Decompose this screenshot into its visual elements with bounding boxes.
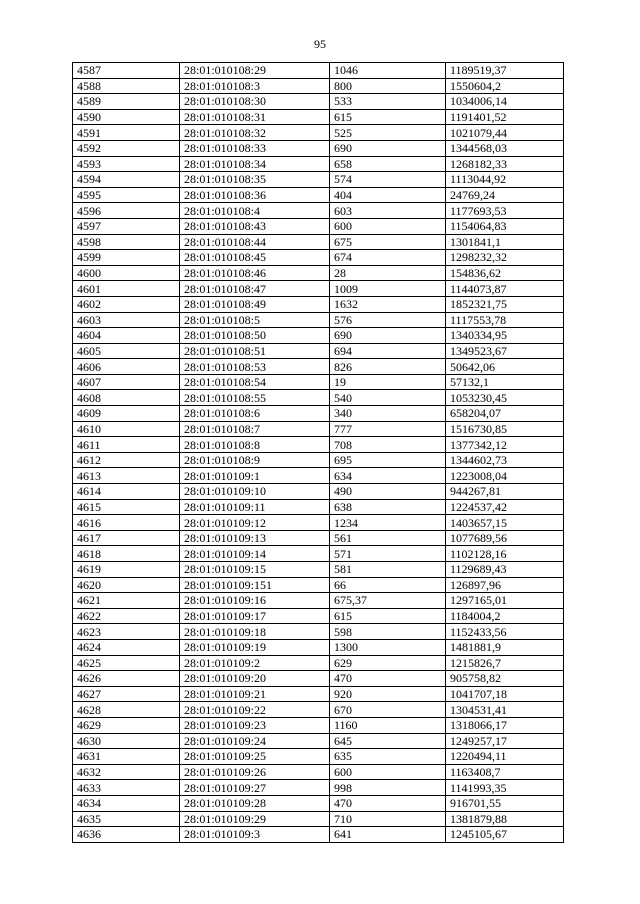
row-number-cell: 4620 [73,577,180,593]
cadastral-number-cell: 28:01:010108:6 [180,406,330,422]
row-number-cell: 4590 [73,109,180,125]
cadastral-number-cell: 28:01:010109:28 [180,795,330,811]
row-number-cell: 4630 [73,733,180,749]
row-number-cell: 4609 [73,406,180,422]
value-cell: 1249257,17 [446,733,564,749]
area-cell: 470 [330,671,446,687]
cadastral-number-cell: 28:01:010109:151 [180,577,330,593]
area-cell: 561 [330,530,446,546]
area-cell: 629 [330,655,446,671]
area-cell: 600 [330,218,446,234]
value-cell: 1215826,7 [446,655,564,671]
value-cell: 1129689,43 [446,562,564,578]
area-cell: 576 [330,312,446,328]
area-cell: 641 [330,827,446,843]
value-cell: 1377342,12 [446,437,564,453]
registry-table [72,62,564,843]
area-cell: 1009 [330,281,446,297]
row-number-cell: 4608 [73,390,180,406]
table-row [73,530,564,546]
table-row [73,156,564,172]
value-cell: 1550604,2 [446,78,564,94]
cadastral-number-cell: 28:01:010109:15 [180,562,330,578]
cadastral-number-cell: 28:01:010108:8 [180,437,330,453]
row-number-cell: 4587 [73,63,180,79]
table-row [73,780,564,796]
row-number-cell: 4605 [73,343,180,359]
row-number-cell: 4634 [73,795,180,811]
row-number-cell: 4597 [73,218,180,234]
row-number-cell: 4588 [73,78,180,94]
table-row [73,624,564,640]
row-number-cell: 4632 [73,764,180,780]
area-cell: 1046 [330,63,446,79]
table-row [73,63,564,79]
cadastral-number-cell: 28:01:010108:34 [180,156,330,172]
row-number-cell: 4603 [73,312,180,328]
area-cell: 490 [330,484,446,500]
cadastral-number-cell: 28:01:010108:4 [180,203,330,219]
value-cell: 1220494,11 [446,749,564,765]
table-row [73,499,564,515]
table-row [73,78,564,94]
area-cell: 998 [330,780,446,796]
value-cell: 1481881,9 [446,639,564,655]
value-cell: 1301841,1 [446,234,564,250]
value-cell: 1053230,45 [446,390,564,406]
area-cell: 675 [330,234,446,250]
table-row [73,811,564,827]
area-cell: 404 [330,187,446,203]
area-cell: 603 [330,203,446,219]
value-cell: 1340334,95 [446,328,564,344]
area-cell: 635 [330,749,446,765]
cadastral-number-cell: 28:01:010109:10 [180,484,330,500]
value-cell: 1184004,2 [446,608,564,624]
value-cell: 1224537,42 [446,499,564,515]
cadastral-number-cell: 28:01:010108:51 [180,343,330,359]
cadastral-number-cell: 28:01:010109:22 [180,702,330,718]
area-cell: 645 [330,733,446,749]
table-row [73,296,564,312]
table-row [73,328,564,344]
cadastral-number-cell: 28:01:010109:17 [180,608,330,624]
table-row [73,608,564,624]
area-cell: 695 [330,452,446,468]
area-cell: 694 [330,343,446,359]
value-cell: 1223008,04 [446,468,564,484]
cadastral-number-cell: 28:01:010109:2 [180,655,330,671]
table-row [73,421,564,437]
table-row [73,827,564,843]
table-row [73,359,564,375]
cadastral-number-cell: 28:01:010109:18 [180,624,330,640]
cadastral-number-cell: 28:01:010108:30 [180,94,330,110]
value-cell: 1077689,56 [446,530,564,546]
value-cell: 1102128,16 [446,546,564,562]
cadastral-number-cell: 28:01:010109:14 [180,546,330,562]
area-cell: 1160 [330,717,446,733]
value-cell: 1189519,37 [446,63,564,79]
table-row [73,546,564,562]
area-cell: 28 [330,265,446,281]
row-number-cell: 4610 [73,421,180,437]
cadastral-number-cell: 28:01:010108:46 [180,265,330,281]
table-row [73,733,564,749]
cadastral-number-cell: 28:01:010109:19 [180,639,330,655]
cadastral-number-cell: 28:01:010109:21 [180,686,330,702]
cadastral-number-cell: 28:01:010108:3 [180,78,330,94]
table-row [73,671,564,687]
area-cell: 674 [330,250,446,266]
area-cell: 638 [330,499,446,515]
row-number-cell: 4628 [73,702,180,718]
area-cell: 66 [330,577,446,593]
area-cell: 525 [330,125,446,141]
value-cell: 658204,07 [446,406,564,422]
value-cell: 24769,24 [446,187,564,203]
cadastral-number-cell: 28:01:010109:24 [180,733,330,749]
row-number-cell: 4601 [73,281,180,297]
value-cell: 154836,62 [446,265,564,281]
row-number-cell: 4624 [73,639,180,655]
area-cell: 340 [330,406,446,422]
value-cell: 1152433,56 [446,624,564,640]
value-cell: 1141993,35 [446,780,564,796]
table-row [73,374,564,390]
value-cell: 1516730,85 [446,421,564,437]
row-number-cell: 4612 [73,452,180,468]
row-number-cell: 4602 [73,296,180,312]
value-cell: 1304531,41 [446,702,564,718]
value-cell: 1349523,67 [446,343,564,359]
area-cell: 634 [330,468,446,484]
value-cell: 126897,96 [446,577,564,593]
area-cell: 581 [330,562,446,578]
value-cell: 1297165,01 [446,593,564,609]
table-row [73,452,564,468]
cadastral-number-cell: 28:01:010108:44 [180,234,330,250]
row-number-cell: 4619 [73,562,180,578]
area-cell: 690 [330,328,446,344]
table-row [73,717,564,733]
table-row [73,406,564,422]
area-cell: 533 [330,94,446,110]
table-row [73,702,564,718]
table-row [73,265,564,281]
table-row [73,203,564,219]
row-number-cell: 4592 [73,140,180,156]
row-number-cell: 4617 [73,530,180,546]
cadastral-number-cell: 28:01:010108:36 [180,187,330,203]
cadastral-number-cell: 28:01:010108:54 [180,374,330,390]
page-number: 95 [314,37,326,51]
area-cell: 1234 [330,515,446,531]
row-number-cell: 4618 [73,546,180,562]
row-number-cell: 4604 [73,328,180,344]
value-cell: 1191401,52 [446,109,564,125]
row-number-cell: 4635 [73,811,180,827]
cadastral-number-cell: 28:01:010108:31 [180,109,330,125]
table-row [73,218,564,234]
registry-table-body [73,63,564,843]
area-cell: 600 [330,764,446,780]
table-row [73,562,564,578]
value-cell: 944267,81 [446,484,564,500]
table-row [73,437,564,453]
value-cell: 1268182,33 [446,156,564,172]
cadastral-number-cell: 28:01:010109:16 [180,593,330,609]
area-cell: 615 [330,608,446,624]
table-row [73,187,564,203]
cadastral-number-cell: 28:01:010109:12 [180,515,330,531]
table-row [73,468,564,484]
row-number-cell: 4593 [73,156,180,172]
row-number-cell: 4623 [73,624,180,640]
cadastral-number-cell: 28:01:010108:45 [180,250,330,266]
row-number-cell: 4621 [73,593,180,609]
cadastral-number-cell: 28:01:010108:47 [180,281,330,297]
table-row [73,250,564,266]
value-cell: 1163408,7 [446,764,564,780]
row-number-cell: 4631 [73,749,180,765]
cadastral-number-cell: 28:01:010108:33 [180,140,330,156]
cadastral-number-cell: 28:01:010109:3 [180,827,330,843]
area-cell: 658 [330,156,446,172]
value-cell: 1381879,88 [446,811,564,827]
value-cell: 1344602,73 [446,452,564,468]
row-number-cell: 4633 [73,780,180,796]
value-cell: 57132,1 [446,374,564,390]
row-number-cell: 4599 [73,250,180,266]
cadastral-number-cell: 28:01:010108:9 [180,452,330,468]
value-cell: 50642,06 [446,359,564,375]
area-cell: 571 [330,546,446,562]
table-row [73,281,564,297]
table-row [73,749,564,765]
table-row [73,125,564,141]
row-number-cell: 4627 [73,686,180,702]
value-cell: 1144073,87 [446,281,564,297]
row-number-cell: 4600 [73,265,180,281]
table-row [73,140,564,156]
value-cell: 1177693,53 [446,203,564,219]
area-cell: 670 [330,702,446,718]
table-row [73,343,564,359]
cadastral-number-cell: 28:01:010108:50 [180,328,330,344]
value-cell: 1154064,83 [446,218,564,234]
area-cell: 598 [330,624,446,640]
value-cell: 1117553,78 [446,312,564,328]
table-row [73,639,564,655]
row-number-cell: 4614 [73,484,180,500]
area-cell: 1632 [330,296,446,312]
value-cell: 1318066,17 [446,717,564,733]
area-cell: 470 [330,795,446,811]
area-cell: 615 [330,109,446,125]
cadastral-number-cell: 28:01:010109:26 [180,764,330,780]
area-cell: 777 [330,421,446,437]
row-number-cell: 4596 [73,203,180,219]
row-number-cell: 4591 [73,125,180,141]
area-cell: 710 [330,811,446,827]
table-row [73,172,564,188]
table-row [73,94,564,110]
row-number-cell: 4598 [73,234,180,250]
value-cell: 1403657,15 [446,515,564,531]
table-row [73,593,564,609]
value-cell: 905758,82 [446,671,564,687]
row-number-cell: 4606 [73,359,180,375]
cadastral-number-cell: 28:01:010108:53 [180,359,330,375]
table-row [73,390,564,406]
table-row [73,234,564,250]
cadastral-number-cell: 28:01:010109:13 [180,530,330,546]
value-cell: 1034006,14 [446,94,564,110]
value-cell: 1245105,67 [446,827,564,843]
cadastral-number-cell: 28:01:010109:20 [180,671,330,687]
row-number-cell: 4611 [73,437,180,453]
table-row [73,484,564,500]
table-row [73,686,564,702]
area-cell: 574 [330,172,446,188]
area-cell: 540 [330,390,446,406]
cadastral-number-cell: 28:01:010108:5 [180,312,330,328]
value-cell: 1852321,75 [446,296,564,312]
value-cell: 1298232,32 [446,250,564,266]
area-cell: 708 [330,437,446,453]
area-cell: 690 [330,140,446,156]
row-number-cell: 4595 [73,187,180,203]
row-number-cell: 4615 [73,499,180,515]
value-cell: 1113044,92 [446,172,564,188]
cadastral-number-cell: 28:01:010109:25 [180,749,330,765]
row-number-cell: 4607 [73,374,180,390]
area-cell: 800 [330,78,446,94]
cadastral-number-cell: 28:01:010108:35 [180,172,330,188]
area-cell: 19 [330,374,446,390]
area-cell: 675,37 [330,593,446,609]
row-number-cell: 4625 [73,655,180,671]
value-cell: 1041707,18 [446,686,564,702]
table-row [73,764,564,780]
cadastral-number-cell: 28:01:010108:43 [180,218,330,234]
value-cell: 1344568,03 [446,140,564,156]
row-number-cell: 4626 [73,671,180,687]
row-number-cell: 4594 [73,172,180,188]
cadastral-number-cell: 28:01:010108:29 [180,63,330,79]
cadastral-number-cell: 28:01:010109:27 [180,780,330,796]
row-number-cell: 4622 [73,608,180,624]
area-cell: 826 [330,359,446,375]
cadastral-number-cell: 28:01:010109:29 [180,811,330,827]
table-row [73,577,564,593]
cadastral-number-cell: 28:01:010108:32 [180,125,330,141]
row-number-cell: 4589 [73,94,180,110]
table-row [73,109,564,125]
table-row [73,795,564,811]
cadastral-number-cell: 28:01:010108:7 [180,421,330,437]
cadastral-number-cell: 28:01:010109:11 [180,499,330,515]
area-cell: 920 [330,686,446,702]
table-row [73,655,564,671]
table-row [73,515,564,531]
row-number-cell: 4613 [73,468,180,484]
cadastral-number-cell: 28:01:010108:55 [180,390,330,406]
row-number-cell: 4629 [73,717,180,733]
cadastral-number-cell: 28:01:010109:23 [180,717,330,733]
table-row [73,312,564,328]
value-cell: 916701,55 [446,795,564,811]
value-cell: 1021079,44 [446,125,564,141]
row-number-cell: 4616 [73,515,180,531]
cadastral-number-cell: 28:01:010109:1 [180,468,330,484]
area-cell: 1300 [330,639,446,655]
row-number-cell: 4636 [73,827,180,843]
cadastral-number-cell: 28:01:010108:49 [180,296,330,312]
